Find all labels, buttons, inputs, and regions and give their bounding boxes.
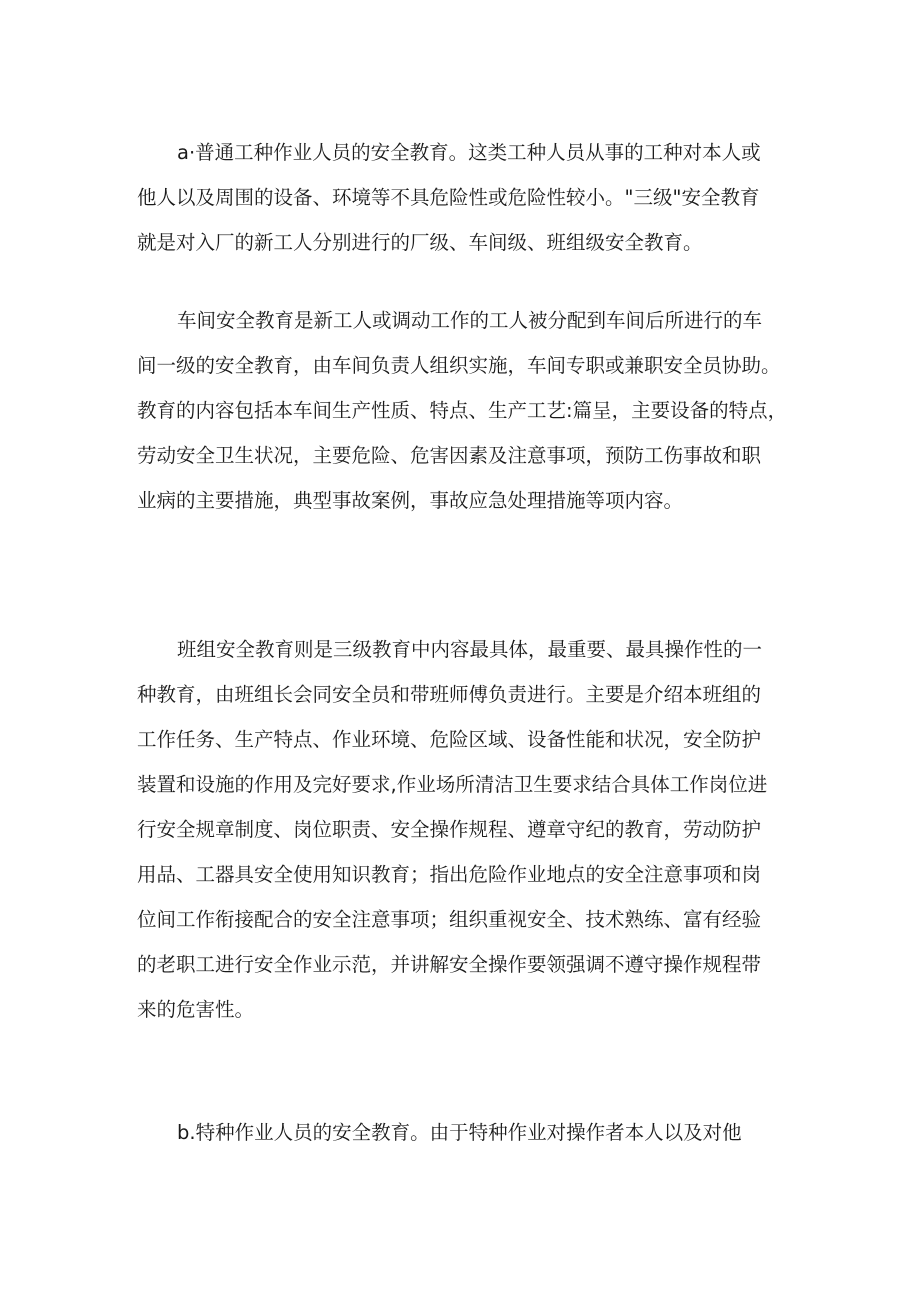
paragraph-line: 种教育，由班组长会同安全员和带班师傅负责进行。主要是介绍本班组的 — [137, 683, 762, 706]
paragraph-line: 间一级的安全教育，由车间负责人组织实施，车间专职或兼职安全员协助。 — [137, 354, 781, 377]
paragraph-workshop-education — [137, 298, 797, 523]
paragraph-line: a·普通工种作业人员的安全教育。这类工种人员从事的工种对本人或 — [177, 141, 761, 164]
paragraph-line: 劳动安全卫生状况，主要危险、危害因素及注意事项，预防工伤事故和职 — [137, 444, 762, 467]
paragraph-line: 业病的主要措施，典型事故案例，事故应急处理措施等项内容。 — [137, 489, 684, 512]
paragraph-line: 车间安全教育是新工人或调动工作的工人被分配到车间后所进行的车 — [177, 309, 763, 332]
paragraph-line: b.特种作业人员的安全教育。由于特种作业对操作者本人以及对他 — [177, 1121, 742, 1144]
paragraph-line: 教育的内容包括本车间生产性质、特点、生产工艺:篇呈，主要设备的特点， — [137, 399, 788, 422]
paragraph-line: 行安全规章制度、岗位职责、安全操作规程、遵章守纪的教育，劳动防护 — [137, 818, 762, 841]
paragraph-line: 他人以及周围的设备、环境等不具危险性或危险性较小。"三级"安全教育 — [137, 186, 760, 209]
paragraph-line: 的老职工进行安全作业示范，并讲解安全操作要领强调不遵守操作规程带 — [137, 953, 762, 976]
paragraph-line: 位间工作衔接配合的安全注意事项；组织重视安全、技术熟练、富有经验 — [137, 908, 762, 931]
paragraph-line: 装置和设施的作用及完好要求,作业场所清洁卫生要求结合具体工作岗位进 — [137, 773, 768, 796]
paragraph-line: 工作任务、生产特点、作业环境、危险区域、设备性能和状况，安全防护 — [137, 728, 762, 751]
paragraph-general-worker-education — [137, 130, 797, 265]
paragraph-line: 来的危害性。 — [137, 998, 255, 1021]
paragraph-line: 用品、工器具安全使用知识教育；指出危险作业地点的安全注意事项和岗 — [137, 863, 762, 886]
paragraph-line: 班组安全教育则是三级教育中内容最具体，最重要、最具操作性的一 — [177, 638, 763, 661]
paragraph-line: 就是对入厂的新工人分别进行的厂级、车间级、班组级安全教育。 — [137, 231, 703, 254]
paragraph-team-education — [137, 627, 797, 1032]
paragraph-special-worker-education — [137, 1110, 797, 1155]
